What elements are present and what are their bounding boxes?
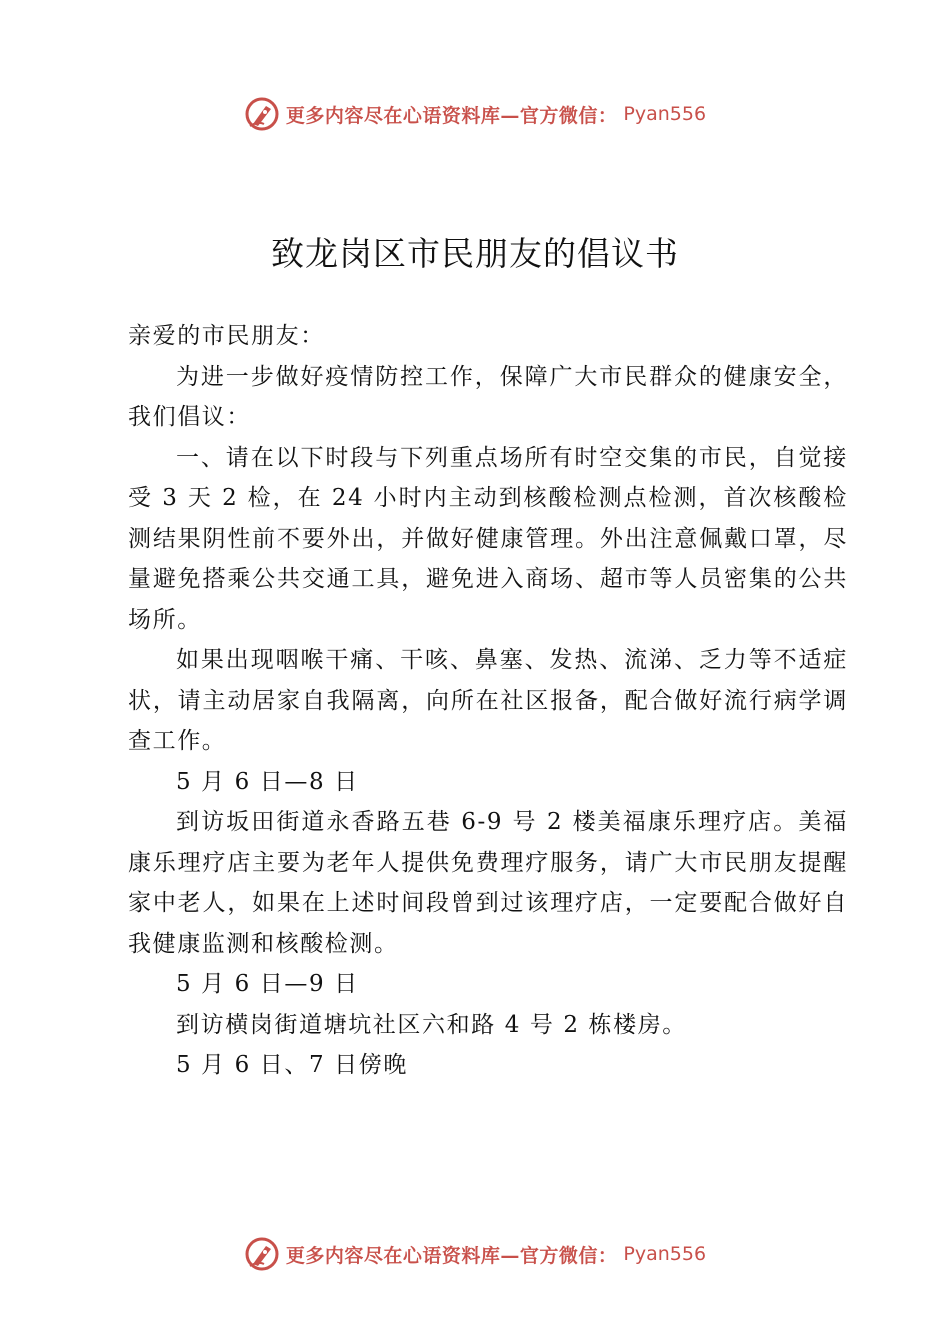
header-wechat-id: Pyan556 <box>623 103 707 125</box>
footer-wechat-id: Pyan556 <box>623 1243 707 1265</box>
paragraph-intro: 为进一步做好疫情防控工作，保障广大市民群众的健康安全，我们倡议： <box>128 363 848 430</box>
document-title: 致龙岗区市民朋友的倡议书 <box>271 234 679 273</box>
document-body <box>128 316 848 1086</box>
entry-date: 5 月 6 日—8 日 <box>176 768 359 795</box>
footer-banner-text: 更多内容尽在心语资料库—官方微信： <box>285 1244 618 1267</box>
greeting: 亲爱的市民朋友： <box>128 323 325 349</box>
header-banner-text: 更多内容尽在心语资料库—官方微信： <box>285 104 618 127</box>
entry-date: 5 月 6 日、7 日傍晚 <box>176 1052 408 1078</box>
entry-date: 5 月 6 日—9 日 <box>176 971 359 997</box>
entry-text: 到访横岗街道塘坑社区六和路 4 号 2 栋楼房。 <box>176 1011 687 1038</box>
pen-nib-logo-icon <box>244 1236 280 1272</box>
footer-banner <box>0 1232 950 1276</box>
entry-text: 到访坂田街道永香路五巷 6-9 号 2 楼美福康乐理疗店。美福康乐理疗店主要为老年人提供免费理疗服务，请广大市民朋友提醒家中老人，如果在上述时间段曾到过该理疗店，一定要配合做好自我健康监测和核酸检测。 <box>128 809 848 957</box>
paragraph-symptoms: 如果出现咽喉干痛、干咳、鼻塞、发热、流涕、乏力等不适症状，请主动居家自我隔离，向所在社区报备，配合做好流行病学调查工作。 <box>128 647 848 754</box>
paragraph-item-one: 一、请在以下时段与下列重点场所有时空交集的市民，自觉接受 3 天 2 检，在 24 小时内主动到核酸检测点检测，首次核酸检测结果阴性前不要外出，并做好健康管理。外出注意佩戴口罩，尽量避免搭乘公共交通工具，避免进入商场、超市等人员密集的公共场所。 <box>128 444 848 633</box>
pen-nib-logo-icon <box>244 96 280 132</box>
header-banner <box>0 92 950 136</box>
